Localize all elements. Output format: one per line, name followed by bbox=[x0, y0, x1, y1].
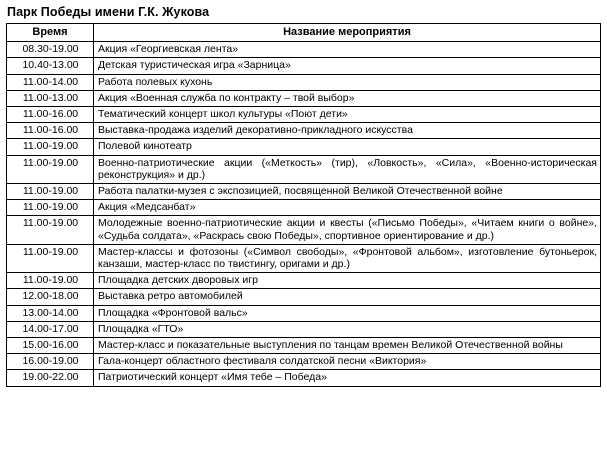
event-time: 11.00-19.00 bbox=[7, 139, 94, 155]
event-time: 13.00-14.00 bbox=[7, 305, 94, 321]
table-row bbox=[7, 338, 601, 354]
table-row bbox=[7, 305, 601, 321]
event-time: 11.00-19.00 bbox=[7, 244, 94, 272]
event-name: Акция «Военная служба по контракту – твой выбор» bbox=[94, 90, 601, 106]
event-time: 11.00-19.00 bbox=[7, 216, 94, 244]
table-row bbox=[7, 90, 601, 106]
table-row bbox=[7, 289, 601, 305]
event-time: 14.00-17.00 bbox=[7, 321, 94, 337]
event-name: Патриотический концерт «Имя тебе – Победа» bbox=[94, 370, 601, 386]
event-time: 11.00-19.00 bbox=[7, 273, 94, 289]
table-row bbox=[7, 107, 601, 123]
table-row bbox=[7, 321, 601, 337]
table-row bbox=[7, 200, 601, 216]
event-time: 10.40-13.00 bbox=[7, 58, 94, 74]
event-time: 11.00-19.00 bbox=[7, 200, 94, 216]
event-name: Выставка ретро автомобилей bbox=[94, 289, 601, 305]
table-row bbox=[7, 123, 601, 139]
table-row bbox=[7, 370, 601, 386]
event-name: Полевой кинотеатр bbox=[94, 139, 601, 155]
event-name: Гала-концерт областного фестиваля солдатской песни «Виктория» bbox=[94, 354, 601, 370]
event-time: 15.00-16.00 bbox=[7, 338, 94, 354]
event-time: 12.00-18.00 bbox=[7, 289, 94, 305]
event-time: 11.00-19.00 bbox=[7, 155, 94, 183]
event-name: Акция «Георгиевская лента» bbox=[94, 42, 601, 58]
table-body bbox=[7, 42, 601, 386]
event-name: Работа палатки-музея с экспозицией, посвященной Великой Отечественной войне bbox=[94, 184, 601, 200]
page-title: Парк Победы имени Г.К. Жукова bbox=[7, 5, 210, 19]
table-row bbox=[7, 74, 601, 90]
event-name: Выставка-продажа изделий декоративно-прикладного искусства bbox=[94, 123, 601, 139]
event-time: 08.30-19.00 bbox=[7, 42, 94, 58]
event-name: Военно-патриотические акции («Меткость» (тир), «Ловкость», «Сила», «Военно-историческая реконструкция» и др.) bbox=[94, 155, 601, 183]
table-row bbox=[7, 58, 601, 74]
event-time: 19.00-22.00 bbox=[7, 370, 94, 386]
table-row bbox=[7, 42, 601, 58]
column-header-name: Название мероприятия bbox=[94, 24, 601, 42]
event-time: 11.00-13.00 bbox=[7, 90, 94, 106]
column-header-time: Время bbox=[7, 24, 94, 42]
event-name: Площадка «Фронтовой вальс» bbox=[94, 305, 601, 321]
event-time: 11.00-19.00 bbox=[7, 184, 94, 200]
event-time: 16.00-19.00 bbox=[7, 354, 94, 370]
event-name: Площадка детских дворовых игр bbox=[94, 273, 601, 289]
event-time: 11.00-16.00 bbox=[7, 107, 94, 123]
table-row bbox=[7, 139, 601, 155]
table-header-row bbox=[7, 24, 601, 42]
table-row bbox=[7, 216, 601, 244]
event-time: 11.00-14.00 bbox=[7, 74, 94, 90]
event-time: 11.00-16.00 bbox=[7, 123, 94, 139]
table-row bbox=[7, 273, 601, 289]
table-row bbox=[7, 354, 601, 370]
event-name: Тематический концерт школ культуры «Поют дети» bbox=[94, 107, 601, 123]
table-row bbox=[7, 244, 601, 272]
event-name: Мастер-классы и фотозоны («Символ свободы», «Фронтовой альбом», изготовление бутоньерок, канзаши, мастер-класс по твистингу, оригами и др.) bbox=[94, 244, 601, 272]
table-row bbox=[7, 155, 601, 183]
event-name: Молодежные военно-патриотические акции и квесты («Письмо Победы», «Читаем книги о войне», «Судьба солдата», «Раскрась свою Победы», спортивное ориентирование и др.) bbox=[94, 216, 601, 244]
schedule-table bbox=[6, 23, 601, 387]
event-name: Мастер-класс и показательные выступления по танцам времен Великой Отечественной войны bbox=[94, 338, 601, 354]
event-name: Площадка «ГТО» bbox=[94, 321, 601, 337]
event-name: Акция «Медсанбат» bbox=[94, 200, 601, 216]
event-name: Детская туристическая игра «Зарница» bbox=[94, 58, 601, 74]
event-name: Работа полевых кухонь bbox=[94, 74, 601, 90]
table-row bbox=[7, 184, 601, 200]
